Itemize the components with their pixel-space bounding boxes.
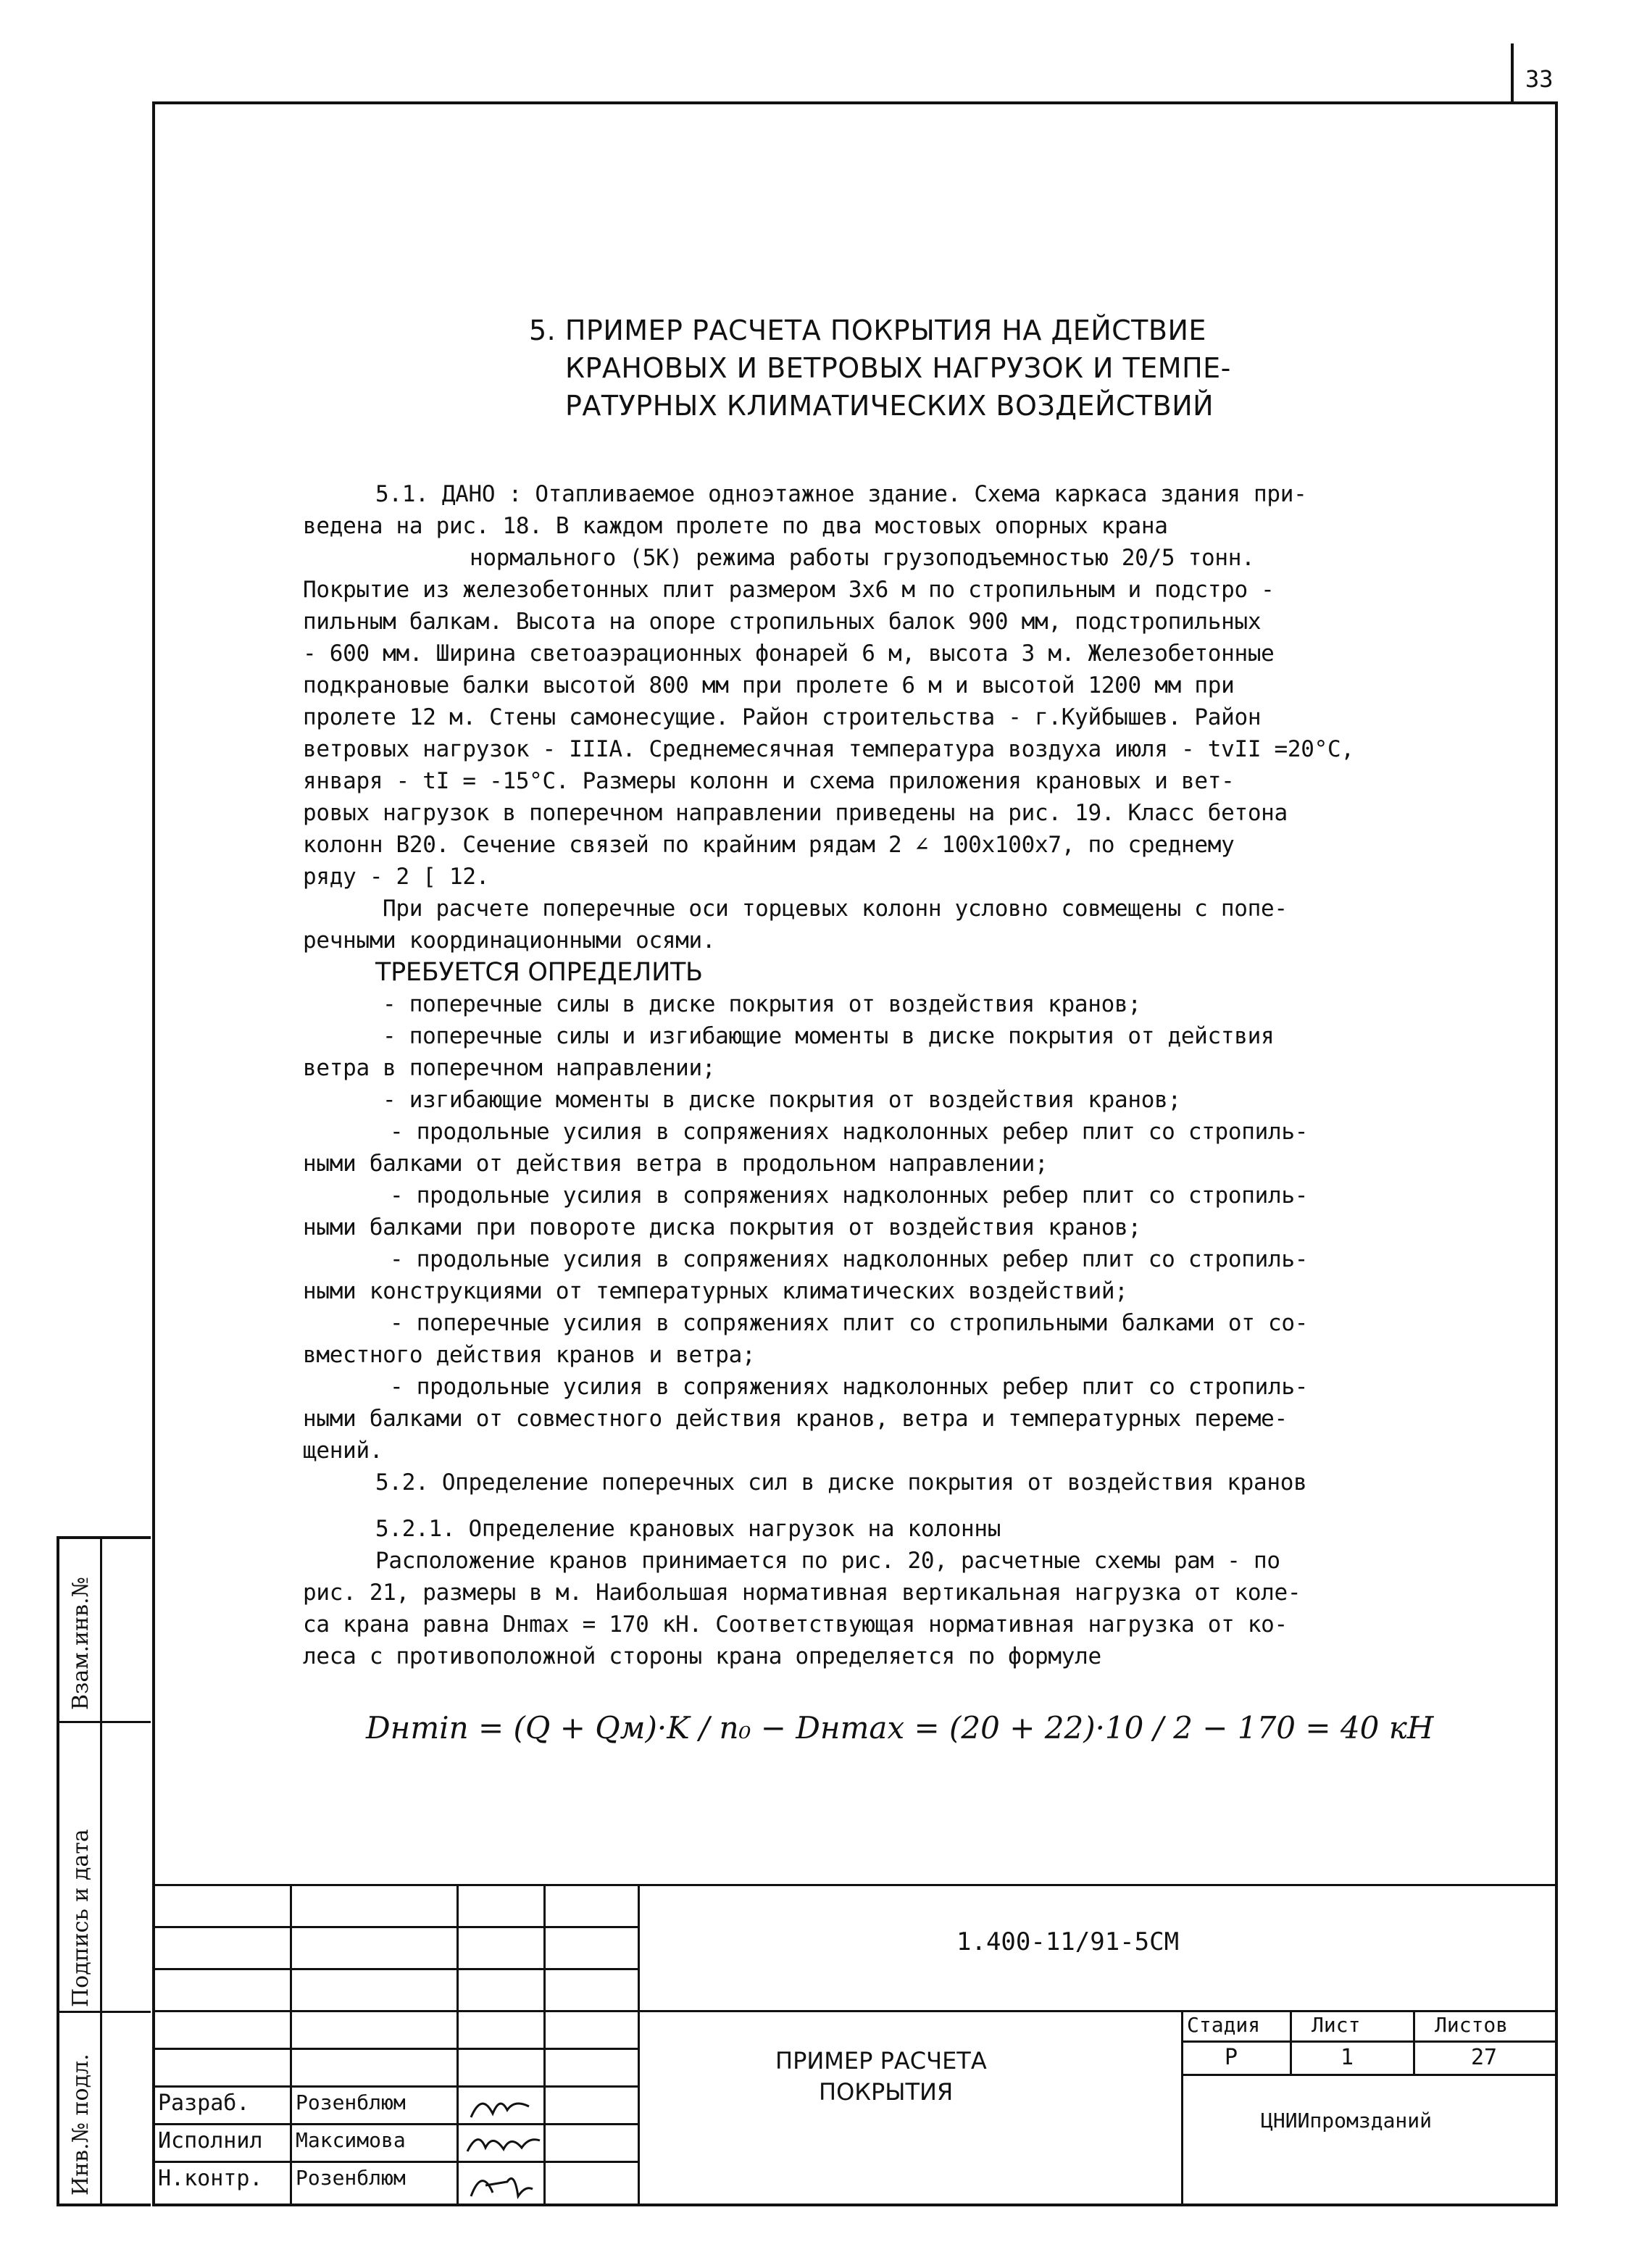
name-executor: Максимова <box>296 2128 406 2152</box>
body-line: пролете 12 м. Стены самонесущие. Район строительства - г.Куйбышев. Район <box>303 704 1262 730</box>
title-block <box>152 1884 1558 2206</box>
body-text <box>303 478 1448 1672</box>
organization: ЦНИИпромзданий <box>1261 2109 1433 2132</box>
side-label-signature-date: Подпись и дата <box>68 1829 93 2007</box>
stamp-line <box>152 2161 638 2163</box>
side-divider-v <box>100 1536 102 2206</box>
section-title <box>507 312 1304 425</box>
body-line: щений. <box>303 1438 383 1464</box>
body-line: вместного действия кранов и ветра; <box>303 1342 756 1368</box>
stamp-line <box>1413 2010 1415 2074</box>
signature-icon <box>464 2164 536 2204</box>
stamp-line <box>152 1926 638 1928</box>
stamp-line <box>1181 2010 1183 2206</box>
role-developer: Разраб. <box>158 2090 250 2116</box>
body-line: - поперечные силы в диске покрытия от воздействия кранов; <box>383 991 1141 1017</box>
body-line: января - tI = -15°С. Размеры колонн и схема приложения крановых и вет- <box>303 768 1235 794</box>
stamp-line <box>152 2010 1558 2012</box>
stamp-line <box>290 1884 292 2206</box>
body-line: ряду - 2 [ 12. <box>303 864 490 890</box>
name-developer: Розенблюм <box>296 2090 406 2114</box>
body-line: - продольные усилия в сопряжениях надколонных ребер плит со стропиль- <box>390 1246 1309 1272</box>
body-line: ровых нагрузок в поперечном направлении приведены на рис. 19. Класс бетона <box>303 800 1288 826</box>
signature-icon <box>464 2126 543 2162</box>
stamp-line <box>638 1884 640 2206</box>
body-line: ведена на рис. 18. В каждом пролете по два мостовых опорных крана <box>303 513 1168 539</box>
body-line: ветровых нагрузок - IIIA. Среднемесячная температура воздуха июля - tvII =20°С, <box>303 736 1354 762</box>
title-line-2: КРАНОВЫХ И ВЕТРОВЫХ НАГРУЗОК И ТЕМПЕ- <box>565 352 1231 384</box>
section-heading-5-2: 5.2. Определение поперечных сил в диске покрытия от воздействия кранов <box>375 1469 1307 1496</box>
stamp-line <box>152 2123 638 2125</box>
formula-dmin: Dнmin = (Q + Qм)·K / n₀ − Dнmax = (20 + 22)·10 / 2 − 170 = 40 кН <box>366 1710 1434 1746</box>
signature-icon <box>464 2088 536 2125</box>
title-line-1: 5. ПРИМЕР РАСЧЕТА ПОКРЫТИЯ НА ДЕЙСТВИЕ <box>529 314 1206 346</box>
body-line: - 600 мм. Ширина светоаэрационных фонарей 6 м, высота 3 м. Железобетонные <box>303 641 1275 667</box>
body-line: При расчете поперечные оси торцевых колонн условно совмещены с попе- <box>383 896 1288 922</box>
body-line: ветра в поперечном направлении; <box>303 1055 716 1081</box>
role-norm-control: Н.контр. <box>158 2166 263 2191</box>
sheet-header: Лист <box>1312 2013 1361 2037</box>
side-label-replacement-inv: Взам.инв.№ <box>68 1577 93 1710</box>
section-heading-5-2-1: 5.2.1. Определение крановых нагрузок на колонны <box>375 1516 1001 1542</box>
side-divider <box>57 1721 151 1723</box>
body-line: речными координационными осями. <box>303 927 716 954</box>
title-line-3: РАТУРНЫХ КЛИМАТИЧЕСКИХ ВОЗДЕЙСТВИЙ <box>565 390 1214 422</box>
stage-value: Р <box>1225 2045 1238 2070</box>
body-line: - продольные усилия в сопряжениях надколонных ребер плит со стропиль- <box>390 1183 1309 1209</box>
doc-title-line-1: ПРИМЕР РАСЧЕТА <box>775 2047 987 2075</box>
stamp-line <box>456 1884 459 2206</box>
side-divider <box>57 2011 151 2013</box>
sheet-value: 1 <box>1341 2045 1354 2070</box>
name-norm-control: Розенблюм <box>296 2166 406 2190</box>
body-line: Покрытие из железобетонных плит размером 3х6 м по стропильным и подстро - <box>303 577 1275 603</box>
body-line: ными балками при повороте диска покрытия от воздействия кранов; <box>303 1214 1141 1241</box>
stamp-line <box>1290 2010 1292 2074</box>
body-line: ными конструкциями от температурных климатических воздействий; <box>303 1278 1128 1304</box>
body-line: леса с противоположной стороны крана определяется по формуле <box>303 1643 1101 1669</box>
stamp-line <box>152 2048 638 2050</box>
stamp-line <box>1181 2074 1558 2076</box>
body-line: - продольные усилия в сопряжениях надколонных ребер плит со стропиль- <box>390 1374 1309 1400</box>
stage-header: Стадия <box>1187 2013 1261 2037</box>
page-number: 33 <box>1525 65 1554 93</box>
stamp-line <box>152 1968 638 1970</box>
subheading: ТРЕБУЕТСЯ ОПРЕДЕЛИТЬ <box>375 958 703 987</box>
stamp-line <box>152 2085 638 2088</box>
body-line: - поперечные силы и изгибающие моменты в диске покрытия от действия <box>383 1023 1275 1049</box>
body-line: - поперечные усилия в сопряжениях плит со стропильными балками от со- <box>390 1310 1309 1336</box>
role-executor: Исполнил <box>158 2128 263 2154</box>
body-line: - продольные усилия в сопряжениях надколонных ребер плит со стропиль- <box>390 1119 1309 1145</box>
stamp-line <box>152 1884 1558 1886</box>
body-line: нормального (5К) режима работы грузоподъемностью 20/5 тонн. <box>470 545 1255 571</box>
doc-title-line-2: ПОКРЫТИЯ <box>819 2078 954 2106</box>
doc-code: 1.400-11/91-5СМ <box>956 1927 1180 1956</box>
body-line: ными балками от совместного действия кранов, ветра и температурных переме- <box>303 1406 1288 1432</box>
stamp-line <box>543 1884 546 2206</box>
body-line: 5.1. ДАНО : Отапливаемое одноэтажное здание. Схема каркаса здания при- <box>375 481 1307 507</box>
body-line: ными балками от действия ветра в продольном направлении; <box>303 1151 1048 1177</box>
body-line: подкрановые балки высотой 800 мм при пролете 6 м и высотой 1200 мм при <box>303 672 1235 699</box>
body-line: пильным балкам. Высота на опоре стропильных балок 900 мм, подстропильных <box>303 609 1262 635</box>
side-label-original-inv: Инв.№ подл. <box>68 2054 93 2196</box>
sheets-header: Листов <box>1435 2013 1509 2037</box>
body-line: колонн В20. Сечение связей по крайним рядам 2 ∠ 100х100х7, по среднему <box>303 832 1235 858</box>
body-line: рис. 21, размеры в м. Наибольшая нормативная вертикальная нагрузка от коле- <box>303 1580 1301 1606</box>
stamp-line <box>1181 2040 1558 2043</box>
body-line: са крана равна Dнmax = 170 кН. Соответствующая нормативная нагрузка от ко- <box>303 1612 1288 1638</box>
sheets-value: 27 <box>1471 2045 1498 2070</box>
body-line: - изгибающие моменты в диске покрытия от воздействия кранов; <box>383 1087 1181 1113</box>
body-line: Расположение кранов принимается по рис. 20, расчетные схемы рам - по <box>375 1548 1280 1574</box>
